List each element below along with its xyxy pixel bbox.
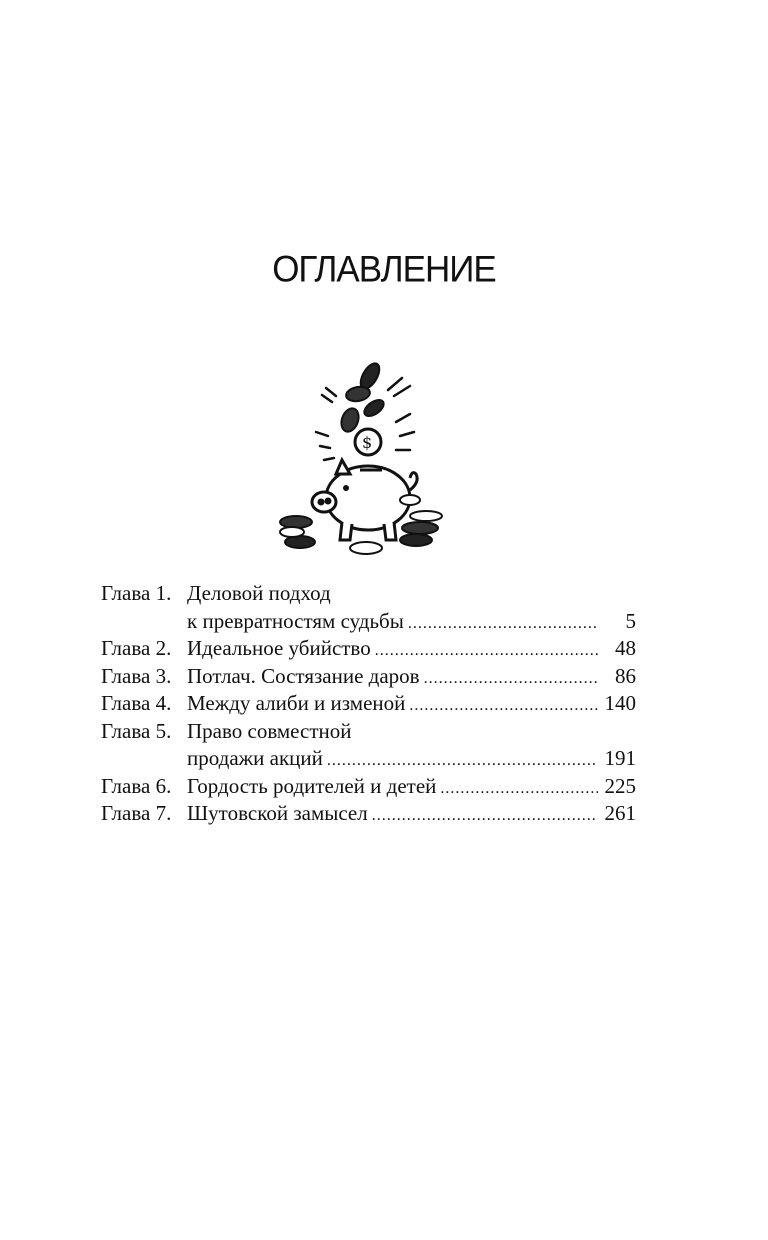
toc-chapter-title: продажи акций [187,746,323,770]
toc-chapter-number: Глава 1. [101,581,172,605]
toc-page-number: 191 [604,746,636,770]
toc-chapter-title: Шутовской замысел [187,801,368,825]
toc-chapter-title: Деловой подход [187,581,331,605]
toc-chapter-title: Идеальное убийство [187,636,371,660]
toc-entry-chapter-1-continued[interactable] [101,608,636,636]
toc-chapter-number: Глава 3. [101,663,172,688]
toc-page-number: 5 [625,608,636,633]
toc-dot-leader [372,802,598,830]
toc-dot-leader [440,775,598,803]
toc-dot-leader [327,747,598,775]
toc-dot-leader [424,665,598,693]
toc-entry-chapter-6[interactable] [101,773,636,801]
toc-entry-chapter-4[interactable] [101,690,636,718]
svg-text:$: $ [362,433,373,452]
toc-chapter-number: Глава 2. [101,636,172,660]
toc-chapter-title: Потлач. Состязание даров [187,663,420,688]
toc-page-number: 140 [604,691,636,715]
toc-entry-chapter-5-continued[interactable] [101,745,636,773]
toc-chapter-title: Между алиби и изменой [187,691,406,715]
toc-entry-chapter-5[interactable] [101,718,636,746]
piggy-bank-icon [270,350,460,560]
toc-chapter-number: Глава 5. [101,718,172,743]
toc-page-number: 261 [604,801,636,825]
toc-entry-chapter-2[interactable] [101,635,636,663]
page-title: ОГЛАВЛЕНИЕ [272,249,496,290]
toc-entry-chapter-3[interactable] [101,663,636,691]
toc-chapter-title: Право совместной [187,718,352,743]
table-of-contents [101,580,636,828]
toc-chapter-number: Глава 7. [101,801,172,825]
toc-dot-leader [408,610,598,638]
toc-chapter-number: Глава 6. [101,773,172,798]
toc-chapter-number: Глава 4. [101,691,172,715]
toc-chapter-title: к превратностям судьбы [187,608,404,633]
toc-page-number: 225 [604,773,636,798]
toc-page-number: 48 [615,636,636,660]
toc-entry-chapter-1[interactable] [101,580,636,608]
toc-chapter-title: Гордость родителей и детей [187,773,437,798]
toc-dot-leader [375,637,598,665]
toc-entry-chapter-7[interactable] [101,800,636,828]
toc-page-number: 86 [615,663,636,688]
toc-dot-leader [409,692,598,720]
